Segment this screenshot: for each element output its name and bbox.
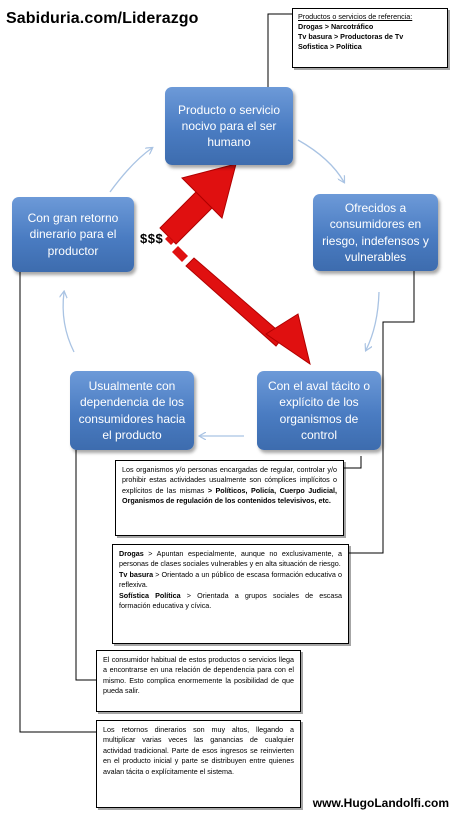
note-dependencia: [96, 650, 301, 712]
note-organismos: [115, 460, 344, 536]
note-drogas-text: > Apuntan especialmente, aunque no exclusivamente, a personas de clases sociales vulnerables y en alta situación de riesgo.: [119, 549, 342, 569]
note-sofistica-text: > Orientada a grupos sociales de escasa formación educativa y cívica.: [119, 590, 342, 611]
cycle-arrow-left-up: [63, 292, 74, 352]
cycle-arrow-left-top: [110, 148, 152, 192]
footer-url: www.HugoLandolfi.com: [312, 796, 449, 810]
note-sofistica-label: Sofística Política: [119, 590, 181, 600]
node-aval-organismos: Con el aval tácito o explícito de los organismos de control: [257, 371, 381, 450]
leader-line-organismos: [344, 456, 361, 468]
legend-line-drogas: Drogas > Narcotráfico: [298, 22, 374, 32]
node-consumidores-riesgo: Ofrecidos a consumidores en riesgo, indefensos y vulnerables: [313, 194, 438, 271]
red-arrow-down: [172, 246, 310, 364]
legend-line-tv: Tv basura > Productoras de Tv: [298, 32, 404, 42]
node-retorno-dinerario: Con gran retorno dinerario para el productor: [12, 197, 134, 272]
cycle-arrow-right-down: [366, 292, 379, 350]
site-title: Sabiduria.com/Liderazgo: [6, 10, 199, 27]
legend-line-sofistica: Sofistica > Política: [298, 42, 362, 52]
note-organismos-text: Los organismos y/o personas encargadas de regular, controlar y/o prohibir estas actividades usualmente son cómplices implícitos o explícitos de las mismas: [122, 465, 337, 495]
note-dependencia-text: El consumidor habitual de estos productos o servicios llega a encontrarse en una relación de dependencia para con el mismo. Esto complica enormemente la posibilidad de que pueda salir.: [103, 655, 294, 696]
note-organismos-bold: > Políticos, Policía, Cuerpo Judicial, Organismos de regulación de los contenidos televisivos, etc.: [122, 485, 337, 506]
leader-line-retornos: [20, 272, 96, 732]
cycle-arrow-top-right: [298, 140, 344, 182]
note-retornos: [96, 720, 301, 808]
red-arrow-up: [160, 164, 236, 245]
note-consumidores: [112, 544, 349, 644]
note-retornos-text: Los retornos dinerarios son muy altos, llegando a multiplicar varias veces las ganancias de cualquier actividad tradicional. Parte de esos ingresos se reinvierten en el producto inicial y parte se distribuyen entre quienes avalan tácita o explícitamente el sistema.: [103, 725, 294, 776]
node-producto-nocivo: Producto o servicio nocivo para el ser humano: [165, 87, 293, 165]
note-tv-label: Tv basura: [119, 569, 154, 579]
leader-line-dependencia: [76, 448, 96, 680]
node-dependencia: Usualmente con dependencia de los consumidores hacia el producto: [70, 371, 194, 450]
money-label: $$$: [140, 231, 164, 246]
legend-title: Productos o servicios de referencia:: [298, 12, 413, 21]
note-drogas-label: Drogas: [119, 549, 144, 558]
note-tv-text: > Orientado a un público de escasa formación educativa o reflexiva.: [119, 569, 342, 590]
